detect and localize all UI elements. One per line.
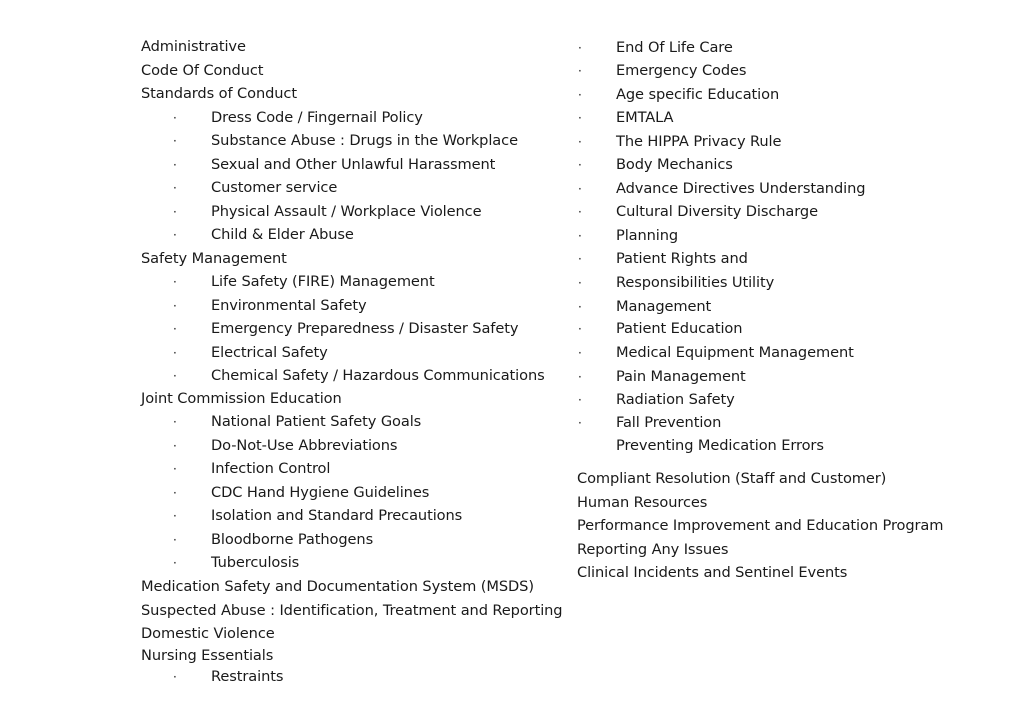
bullet-icon: · bbox=[578, 182, 582, 196]
section-heading-standards-of-conduct: Standards of Conduct bbox=[141, 85, 297, 102]
list-item-chemical-safety-hazardous-communications: Chemical Safety / Hazardous Communications bbox=[211, 367, 545, 384]
list-item-cdc-hand-hygiene-guidelines: CDC Hand Hygiene Guidelines bbox=[211, 484, 430, 501]
bullet-icon: · bbox=[578, 276, 582, 290]
bullet-icon: · bbox=[578, 322, 582, 336]
section-heading-preventing-medication-errors: Preventing Medication Errors bbox=[616, 437, 824, 454]
section-heading-performance-improvement-and-education-program: Performance Improvement and Education Program bbox=[577, 517, 944, 534]
list-item-emergency-codes: Emergency Codes bbox=[616, 62, 747, 79]
bullet-icon: · bbox=[173, 533, 177, 547]
bullet-icon: · bbox=[578, 88, 582, 102]
list-item-sexual-and-other-unlawful-harassment: Sexual and Other Unlawful Harassment bbox=[211, 156, 496, 173]
section-heading-reporting-any-issues: Reporting Any Issues bbox=[577, 541, 729, 558]
bullet-icon: · bbox=[173, 346, 177, 360]
list-item-the-hippa-privacy-rule: The HIPPA Privacy Rule bbox=[616, 133, 782, 150]
section-heading-safety-management: Safety Management bbox=[141, 250, 287, 267]
section-heading-administrative: Administrative bbox=[141, 38, 246, 55]
bullet-icon: · bbox=[173, 486, 177, 500]
section-heading-medication-safety-and-documentation-system-msds: Medication Safety and Documentation System (MSDS) bbox=[141, 578, 534, 595]
section-heading-clinical-incidents-and-sentinel-events: Clinical Incidents and Sentinel Events bbox=[577, 564, 848, 581]
list-item-planning: Planning bbox=[616, 227, 679, 244]
section-heading-human-resources: Human Resources bbox=[577, 494, 708, 511]
list-item-emtala: EMTALA bbox=[616, 109, 674, 126]
list-item-national-patient-safety-goals: National Patient Safety Goals bbox=[211, 413, 422, 430]
list-item-infection-control: Infection Control bbox=[211, 460, 331, 477]
list-item-end-of-life-care: End Of Life Care bbox=[616, 39, 733, 56]
list-item-dress-code-fingernail-policy: Dress Code / Fingernail Policy bbox=[211, 109, 423, 126]
list-item-isolation-and-standard-precautions: Isolation and Standard Precautions bbox=[211, 507, 463, 524]
list-item-medical-equipment-management: Medical Equipment Management bbox=[616, 344, 854, 361]
bullet-icon: · bbox=[173, 275, 177, 289]
bullet-icon: · bbox=[578, 252, 582, 266]
bullet-icon: · bbox=[173, 415, 177, 429]
bullet-icon: · bbox=[578, 111, 582, 125]
list-item-tuberculosis: Tuberculosis bbox=[211, 554, 300, 571]
list-item-body-mechanics: Body Mechanics bbox=[616, 156, 733, 173]
list-item-cultural-diversity-discharge: Cultural Diversity Discharge bbox=[616, 203, 818, 220]
list-item-patient-rights-and: Patient Rights and bbox=[616, 250, 748, 267]
bullet-icon: · bbox=[578, 205, 582, 219]
list-item-child-elder-abuse: Child & Elder Abuse bbox=[211, 226, 354, 243]
bullet-icon: · bbox=[173, 158, 177, 172]
bullet-icon: · bbox=[173, 181, 177, 195]
list-item-bloodborne-pathogens: Bloodborne Pathogens bbox=[211, 531, 374, 548]
list-item-customer-service: Customer service bbox=[211, 179, 338, 196]
list-item-age-specific-education: Age specific Education bbox=[616, 86, 780, 103]
section-heading-joint-commission-education: Joint Commission Education bbox=[141, 390, 342, 407]
list-item-emergency-preparedness-disaster-safety: Emergency Preparedness / Disaster Safety bbox=[211, 320, 519, 337]
bullet-icon: · bbox=[173, 462, 177, 476]
bullet-icon: · bbox=[578, 64, 582, 78]
list-item-physical-assault-workplace-violence: Physical Assault / Workplace Violence bbox=[211, 203, 482, 220]
bullet-icon: · bbox=[173, 299, 177, 313]
list-item-pain-management: Pain Management bbox=[616, 368, 746, 385]
list-item-electrical-safety: Electrical Safety bbox=[211, 344, 328, 361]
section-heading-compliant-resolution-staff-and-customer: Compliant Resolution (Staff and Customer) bbox=[577, 470, 887, 487]
list-item-fall-prevention: Fall Prevention bbox=[616, 414, 722, 431]
list-item-advance-directives-understanding: Advance Directives Understanding bbox=[616, 180, 866, 197]
bullet-icon: · bbox=[578, 393, 582, 407]
bullet-icon: · bbox=[578, 158, 582, 172]
list-item-management: Management bbox=[616, 298, 712, 315]
bullet-icon: · bbox=[173, 670, 177, 684]
bullet-icon: · bbox=[173, 322, 177, 336]
section-heading-suspected-abuse-identification-treatment-and-reporting: Suspected Abuse : Identification, Treatment and Reporting bbox=[141, 602, 563, 619]
bullet-icon: · bbox=[578, 300, 582, 314]
section-heading-domestic-violence: Domestic Violence bbox=[141, 625, 275, 642]
list-item-do-not-use-abbreviations: Do-Not-Use Abbreviations bbox=[211, 437, 398, 454]
list-item-radiation-safety: Radiation Safety bbox=[616, 391, 735, 408]
section-heading-code-of-conduct: Code Of Conduct bbox=[141, 62, 264, 79]
bullet-icon: · bbox=[173, 111, 177, 125]
list-item-patient-education: Patient Education bbox=[616, 320, 743, 337]
list-item-responsibilities-utility: Responsibilities Utility bbox=[616, 274, 775, 291]
list-item-restraints: Restraints bbox=[211, 668, 284, 685]
bullet-icon: · bbox=[578, 346, 582, 360]
bullet-icon: · bbox=[173, 134, 177, 148]
bullet-icon: · bbox=[173, 205, 177, 219]
bullet-icon: · bbox=[578, 135, 582, 149]
bullet-icon: · bbox=[578, 229, 582, 243]
list-item-substance-abuse-drugs-in-the-workplace: Substance Abuse : Drugs in the Workplace bbox=[211, 132, 518, 149]
bullet-icon: · bbox=[173, 369, 177, 383]
bullet-icon: · bbox=[173, 556, 177, 570]
bullet-icon: · bbox=[578, 416, 582, 430]
bullet-icon: · bbox=[578, 41, 582, 55]
bullet-icon: · bbox=[173, 509, 177, 523]
list-item-environmental-safety: Environmental Safety bbox=[211, 297, 367, 314]
bullet-icon: · bbox=[173, 228, 177, 242]
section-heading-nursing-essentials: Nursing Essentials bbox=[141, 647, 274, 664]
list-item-life-safety-fire-management: Life Safety (FIRE) Management bbox=[211, 273, 435, 290]
bullet-icon: · bbox=[173, 439, 177, 453]
bullet-icon: · bbox=[578, 370, 582, 384]
